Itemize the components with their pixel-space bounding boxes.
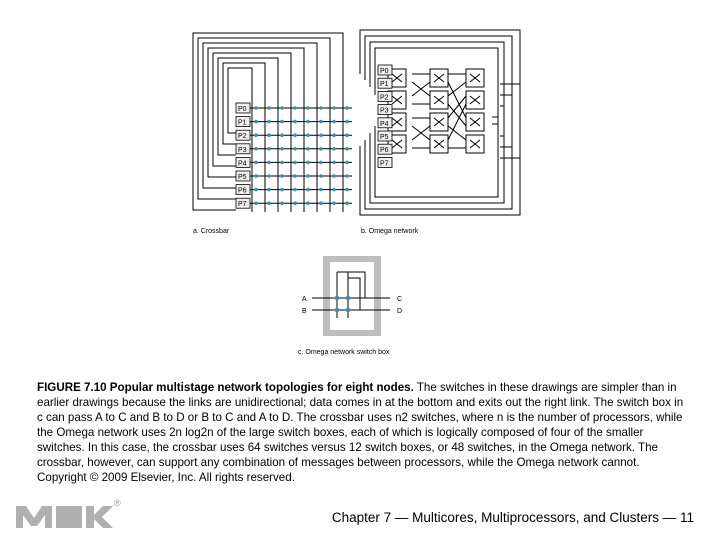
crossbar-processor-label: P7 <box>238 201 247 209</box>
crossbar-switch-point <box>345 161 349 165</box>
crossbar-switch-point <box>293 174 297 178</box>
crossbar-switch-point <box>267 106 271 110</box>
figure-caption-body: The switches in these drawings are simpler than in earlier drawings because the links are unidirectional; data comes in at the bottom and exits out the right link. The switch box in c can pass A to C and B to D or B to C and A to D. The crossbar uses n2 switches, where n is the number of processors, while the Omega network uses 2n log2n of the large switch boxes, each of which is logically composed of four of the smaller switches. In this case, the crossbar uses 64 switches versus 12 switch boxes, or 48 switches, in the Omega network. The crossbar, however, can support any combination of messages between processors, while the Omega network cannot. Copyright © 2009 Elsevier, Inc. All rights reserved. <box>37 381 684 484</box>
crossbar-switch-point <box>319 201 323 205</box>
crossbar-switch-point <box>267 120 271 124</box>
crossbar-switch-point <box>332 106 336 110</box>
switch-box-diagram <box>312 256 390 336</box>
switchbox-input-a: A <box>302 296 307 303</box>
switchbox-output-c: C <box>397 296 403 303</box>
crossbar-switch-point <box>267 201 271 205</box>
crossbar-processor-label: P4 <box>238 160 247 168</box>
crossbar-switch-point <box>280 161 284 165</box>
crossbar-switch-point <box>293 106 297 110</box>
crossbar-switch-point <box>332 133 336 137</box>
crossbar-processor-label: P5 <box>238 174 247 181</box>
crossbar-switch-point <box>306 120 310 124</box>
crossbar-switch-point <box>267 147 271 151</box>
crossbar-switch-point <box>319 120 323 124</box>
omega-processor-label: P3 <box>380 107 389 115</box>
crossbar-switch-point <box>319 174 323 178</box>
crossbar-switch-point <box>254 106 258 110</box>
crossbar-switch-point <box>254 161 258 165</box>
crossbar-switch-point <box>293 147 297 151</box>
omega-processor-label: P2 <box>380 94 389 102</box>
crossbar-switch-point <box>254 133 258 137</box>
crossbar-switch-point <box>332 188 336 192</box>
crossbar-caption: a. Crossbar <box>193 228 230 235</box>
crossbar-switch-point <box>267 188 271 192</box>
crossbar-diagram <box>193 33 352 212</box>
crossbar-processor-label: P1 <box>238 119 247 127</box>
omega-processor-label: P4 <box>380 120 389 128</box>
crossbar-switch-point <box>319 161 323 165</box>
crossbar-switch-point <box>280 188 284 192</box>
crossbar-switch-point <box>306 188 310 192</box>
crossbar-switch-point <box>332 201 336 205</box>
crossbar-switch-point <box>332 120 336 124</box>
crossbar-switch-point <box>293 201 297 205</box>
crossbar-switch-point <box>306 174 310 178</box>
omega-caption: b. Omega network <box>361 228 419 235</box>
crossbar-switch-point <box>319 106 323 110</box>
mk-publisher-logo <box>14 496 124 534</box>
chapter-footer: Chapter 7 — Multicores, Multiprocessors, and Clusters — 11 <box>331 510 694 525</box>
switchbox-caption: c. Omega network switch box <box>298 349 390 356</box>
figure-caption <box>37 380 687 485</box>
crossbar-switch-point <box>254 120 258 124</box>
crossbar-switch-point <box>280 106 284 110</box>
crossbar-switch-point <box>280 201 284 205</box>
omega-processor-label: P5 <box>380 134 389 141</box>
crossbar-switch-point <box>254 147 258 151</box>
omega-processor-label: P1 <box>380 81 389 89</box>
crossbar-switch-point <box>280 120 284 124</box>
logo-registered-mark: ® <box>114 498 121 508</box>
crossbar-switch-point <box>280 133 284 137</box>
crossbar-processor-label: P0 <box>238 106 247 113</box>
crossbar-switch-point <box>306 133 310 137</box>
crossbar-switch-point <box>254 201 258 205</box>
switchbox-input-b: B <box>302 308 307 315</box>
crossbar-switch-point <box>293 161 297 165</box>
crossbar-switch-point <box>306 161 310 165</box>
crossbar-switch-point <box>267 174 271 178</box>
crossbar-switch-point <box>319 147 323 151</box>
crossbar-switch-point <box>319 133 323 137</box>
omega-processor-label: P7 <box>380 160 389 168</box>
omega-processor-label: P6 <box>380 147 389 155</box>
crossbar-switch-point <box>306 106 310 110</box>
crossbar-switch-point <box>267 133 271 137</box>
crossbar-switch-point <box>332 147 336 151</box>
crossbar-processor-label: P3 <box>238 146 247 154</box>
crossbar-switch-point <box>306 147 310 151</box>
omega-processor-label: P0 <box>380 68 389 75</box>
crossbar-processor-label: P6 <box>238 187 247 195</box>
crossbar-switch-point <box>293 188 297 192</box>
crossbar-switch-point <box>345 174 349 178</box>
crossbar-switch-point <box>345 147 349 151</box>
crossbar-switch-point <box>267 161 271 165</box>
crossbar-switch-point <box>345 188 349 192</box>
crossbar-switch-point <box>332 161 336 165</box>
crossbar-switch-point <box>280 147 284 151</box>
crossbar-switch-point <box>345 133 349 137</box>
crossbar-switch-point <box>306 201 310 205</box>
crossbar-switch-point <box>319 188 323 192</box>
crossbar-switch-point <box>345 106 349 110</box>
figure-caption-title: FIGURE 7.10 Popular multistage network topologies for eight nodes. <box>37 381 414 394</box>
crossbar-switch-point <box>293 133 297 137</box>
crossbar-switch-point <box>280 174 284 178</box>
crossbar-switch-point <box>254 174 258 178</box>
crossbar-processor-label: P2 <box>238 133 247 141</box>
crossbar-switch-point <box>345 201 349 205</box>
crossbar-switch-point <box>254 188 258 192</box>
switchbox-output-d: D <box>397 308 403 315</box>
crossbar-switch-point <box>293 120 297 124</box>
crossbar-switch-point <box>345 120 349 124</box>
crossbar-switch-point <box>332 174 336 178</box>
